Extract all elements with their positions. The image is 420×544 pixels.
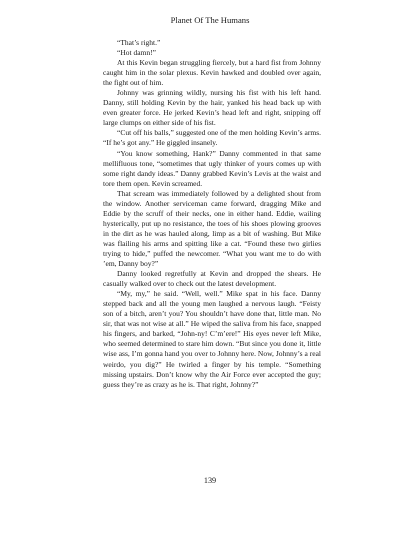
paragraph: “You know something, Hank?” Danny commented in that same mellifluous tone, “sometimes that ugly thinker of yours comes up with some right dandy ideas.” Danny grabbed Kevin’s Levis at the waist and tore them open. Kevin screamed. bbox=[103, 148, 321, 188]
body-text bbox=[103, 38, 321, 390]
paragraph: At this Kevin began struggling fiercely, but a hard fist from Johnny caught him in the solar plexus. Kevin hawked and doubled over again, the fight out of him. bbox=[103, 58, 321, 88]
running-head: Planet Of The Humans bbox=[170, 15, 250, 25]
paragraph: “Cut off his balls,” suggested one of the men holding Kevin’s arms. “If he’s got any.” He giggled insanely. bbox=[103, 128, 321, 148]
paragraph: That scream was immediately followed by a delighted shout from the window. Another serviceman came forward, dragging Mike and Eddie by the scruff of their necks, one in either hand. Eddie, wailing hysterically, put up no resistance, the toes of his shoes plowing grooves in the dirt as he was hauled along, limp as a bit of washing. But Mike was flailing his arms and spitting like a cat. “Found these two girlies trying to hide,” puffed the newcomer. “What you want me to do with ’em, Danny boy?” bbox=[103, 188, 321, 269]
page-number: 139 bbox=[203, 476, 217, 485]
paragraph: “My, my,” he said. “Well, well.” Mike spat in his face. Danny stepped back and all the young men laughed a nervous laugh. “Feisty son of a bitch, aren’t you? You shouldn’t have done that, little man. No sir, that was not wise at all.” He wiped the saliva from his face, snapped his fingers, and barked, “John-ny! C’m’ere!” His eyes never left Mike, who seemed determined to stare him down. “But since you done it, little wise ass, I’m gonna hand you over to Johnny here. Now, Johnny’s a real weirdo, you dig?” He twirled a finger by his temple. “Something missing upstairs. Don’t know why the Air Force ever accepted the guy; guess they’re as crazy as he is. That right, Johnny?” bbox=[103, 289, 321, 389]
paragraph: Danny looked regretfully at Kevin and dropped the shears. He casually walked over to check out the latest development. bbox=[103, 269, 321, 289]
paragraph: “That’s right.” bbox=[117, 38, 161, 47]
paragraph: Johnny was grinning wildly, nursing his fist with his left hand. Danny, still holding Kevin by the hair, yanked his head back up with even greater force. He jerked Kevin’s head left and right, snipping off large clumps on either side of his fist. bbox=[103, 88, 321, 128]
paragraph: “Hot damn!” bbox=[117, 48, 156, 58]
